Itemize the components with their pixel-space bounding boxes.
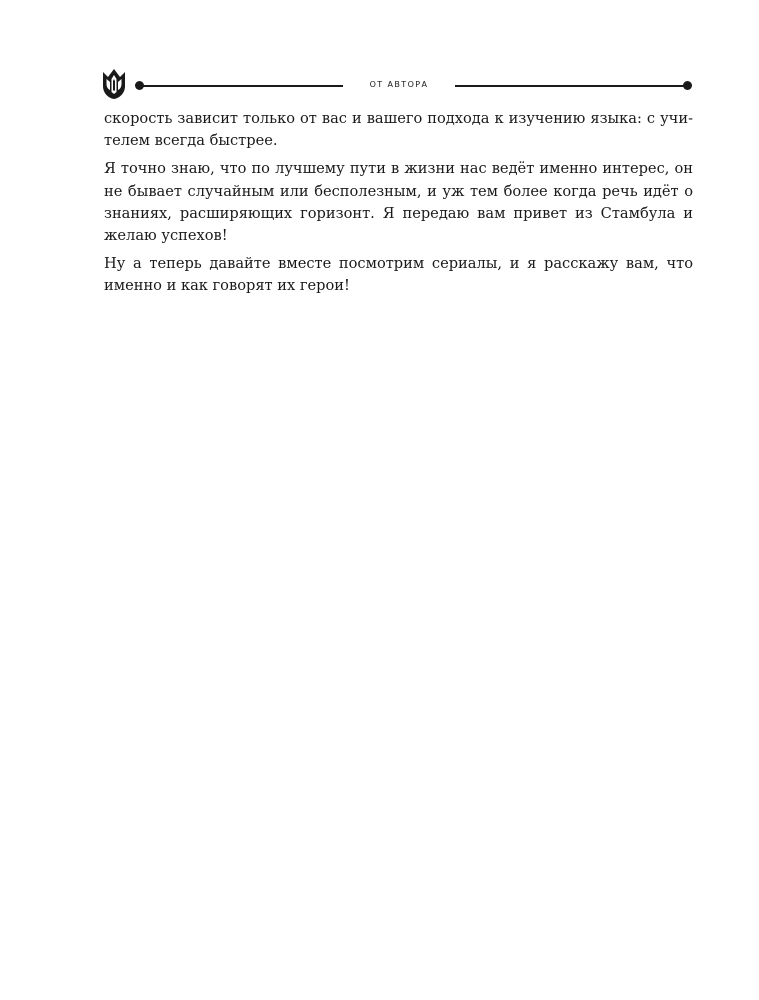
paragraph: Я точно знаю, что по лучшему пути в жизни нас ведёт именно интерес, он не бывает случайным или бесполезным, и уж тем более когда речь идёт о знаниях, расширяющих горизонт. Я передаю вам привет из Стамбула и желаю успехов! — [104, 160, 693, 245]
tulip-logo-icon — [102, 66, 126, 100]
rule-left — [139, 85, 343, 87]
rule-right-dot — [683, 81, 692, 90]
running-head: ОТ АВТОРА — [369, 80, 429, 89]
page-header — [102, 66, 692, 102]
body-text — [104, 108, 693, 304]
rule-right — [455, 85, 688, 87]
paragraph: Ну а теперь давайте вместе посмотрим сериалы, и я расскажу вам, что именно и как говорят их герои! — [104, 255, 693, 295]
paragraph: скорость зависит только от вас и вашего подхода к изучению языка: с учителем всегда быстрее. — [104, 110, 693, 150]
